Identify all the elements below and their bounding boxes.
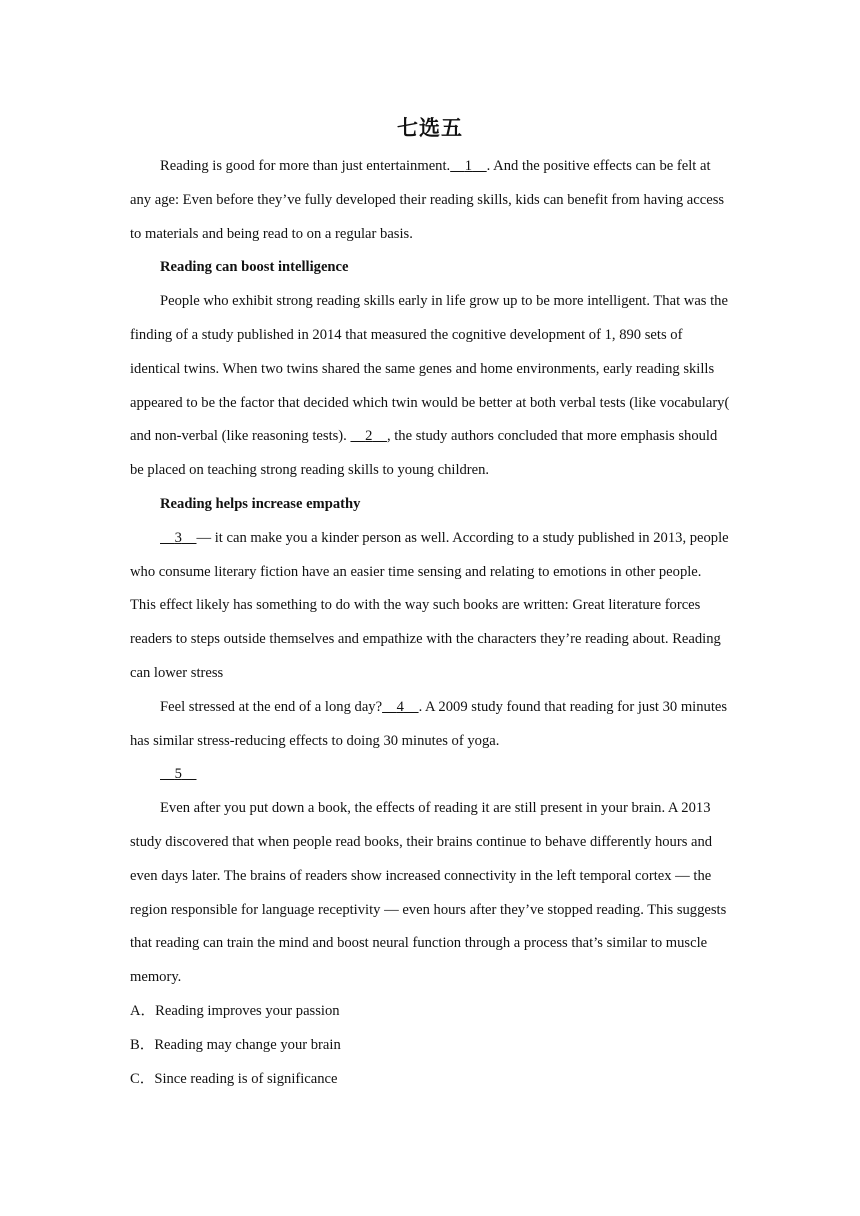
paragraph-intelligence xyxy=(130,285,730,488)
blank-number: 1 xyxy=(464,158,473,174)
option-letter: B． xyxy=(130,1036,155,1053)
paragraph-stress xyxy=(130,691,730,759)
option-b xyxy=(130,1029,730,1063)
blank-3 xyxy=(160,530,196,546)
blank-5 xyxy=(160,766,196,782)
option-text: Reading improves your passion xyxy=(155,1002,340,1019)
text-segment: . And the positive effects can be felt at any age: Even before they’ve fully developed their reading skills, kids can benefit from having access to materials and being read to on a regular basis. xyxy=(130,158,725,242)
blank-2 xyxy=(350,428,386,444)
paragraph-intro xyxy=(130,150,730,251)
blank-number: 3 xyxy=(174,529,182,546)
blank-1 xyxy=(450,158,486,174)
option-c xyxy=(130,1063,730,1097)
option-text: Since reading is of significance xyxy=(154,1070,338,1087)
blank-number: 2 xyxy=(365,428,373,445)
section-heading-intelligence: Reading can boost intelligence xyxy=(160,259,349,276)
text-segment: Feel stressed at the end of a long day? xyxy=(160,698,383,715)
blank-4 xyxy=(382,699,418,715)
paragraph-empathy xyxy=(130,522,730,691)
text-segment: People who exhibit strong reading skills early in life grow up to be more intelligent. That was the finding of a study published in 2014 that measured the cognitive development of 1, 890 sets of identical twins. When two twins shared the same genes and home environments, early reading skills appeared to be the factor that decided which twin would be better at both verbal tests (like vocabulary( and non-verbal (like reasoning tests). xyxy=(130,293,730,445)
paragraph-brain: Even after you put down a book, the effects of reading it are still present in your brain. A 2013 study discovered that when people read books, their brains continue to behave differently hours and even days later. The brains of readers show increased connectivity in the left temporal cortex — the region responsible for language receptivity — even hours after they’ve stopped reading. This suggests that reading can train the mind and boost neural function through a process that’s similar to muscle memory. xyxy=(130,800,727,986)
text-segment: Reading is good for more than just entertainment. xyxy=(160,158,451,174)
blank-number: 4 xyxy=(396,698,404,715)
passage xyxy=(130,150,730,1096)
option-letter: C． xyxy=(130,1070,155,1087)
option-a xyxy=(130,995,730,1029)
text-segment: . A 2009 study found that reading for just 30 minutes has similar stress-reducing effects to doing 30 minutes of yoga. xyxy=(130,698,728,749)
option-letter: A． xyxy=(130,1002,156,1019)
text-segment: — it can make you a kinder person as well. According to a study published in 2013, people who consume literary fiction have an easier time sensing and relating to emotions in other people. This effect likely has something to do with the way such books are written: Great literature forces readers to steps outside themselves and empathize with the characters they’re reading about. Reading can lower stress xyxy=(130,529,729,681)
option-text: Reading may change your brain xyxy=(154,1036,341,1053)
section-heading-blank-5 xyxy=(130,758,730,792)
page-title: 七选五 xyxy=(397,116,463,140)
blank-number: 5 xyxy=(174,766,182,783)
section-heading-empathy: Reading helps increase empathy xyxy=(160,495,361,512)
text-segment: , the study authors concluded that more emphasis should be placed on teaching strong reading skills to young children. xyxy=(130,428,718,479)
